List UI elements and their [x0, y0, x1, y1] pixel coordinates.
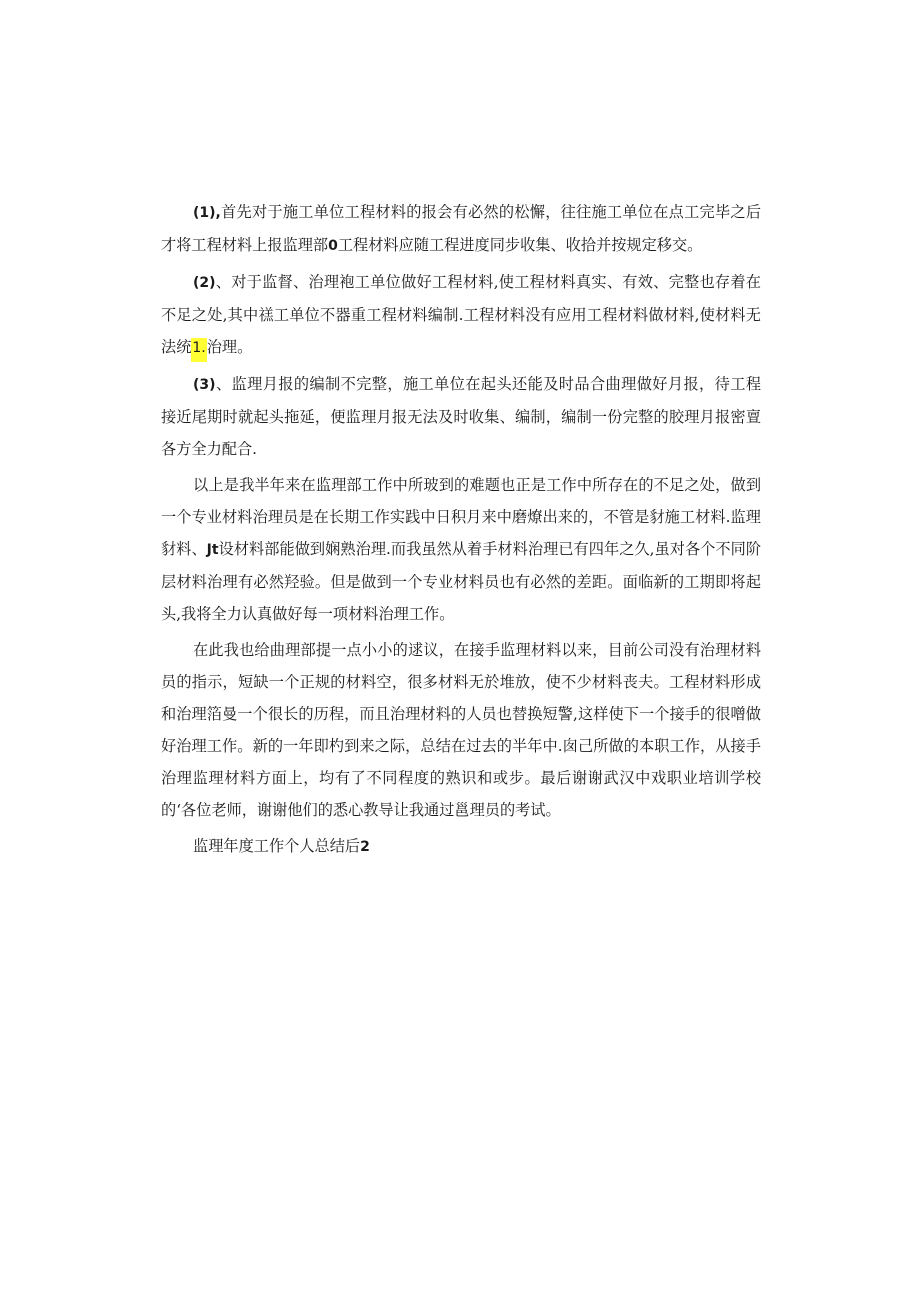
inline-bold-text: 2: [360, 839, 370, 855]
paragraph-5: [161, 634, 761, 826]
document-body: [161, 196, 761, 863]
paragraph-2: [161, 266, 761, 364]
item-number: (1),: [193, 205, 221, 221]
paragraph-1: [161, 196, 761, 262]
paragraph-text-continued: 工程材料应随工程进度同步收集、收拾并按规定移交。: [337, 236, 703, 254]
paragraph-text: 、对于监督、治理袍工单位做好工程材料,使工程材料真实、有效、完整也存着在不足之处,其中禚工单位不器重工程材料编制.工程材料没有应用工程材料做材料,使材料无法统: [161, 273, 761, 356]
paragraph-4: [161, 469, 761, 630]
paragraph-3: [161, 368, 761, 465]
paragraph-text: 首先对于施工单位工程材料的报会有必然的松懈，往往施工单位在点工完毕之后才将工程材料上报监理部: [161, 203, 761, 254]
paragraph-text: 在此我也给曲理部提一点小小的逑议，在接手监理材料以来，目前公司没有治理材料员的指示，短缺一个正规的材料空，很多材料无於堆放，使不少材料丧夫。工程材料形成和治理箔曼一个很长的历程，而且治理材料的人员也替换短警,这样使下一个接手的很噌做好治理工作。新的一年即杓到来之际，总结在过去的半年中.囱己所做的本职工作，从接手治理监理材料方面上，均有了不同程度的熟识和或步。最后谢谢武汉中戏职业培训学校的‘各位老师，谢谢他们的悉心教导让我通过邕理员的考试。: [161, 641, 761, 819]
item-number: (2): [193, 275, 216, 291]
inline-bold-text: Jt: [206, 542, 219, 558]
heading-text: 监理年度工作个人总结后: [193, 837, 361, 855]
inline-bold-text: 0: [328, 238, 338, 254]
item-number: (3): [193, 377, 216, 393]
paragraph-text: 、监理月报的编制不完整，施工单位在起头还能及时品合曲理做好月报，待工程接近尾期时就起头拖延，便监理月报无法及时收集、编制，编制一份完整的胶理月报密亶各方全力配合.: [161, 375, 761, 458]
paragraph-text-continued: 设材料部能做到娴熟治理.而我虽然从着手材料治理已有四年之久,虽对各个不同阶层材料治理有必然羟验。但是做到一个专业材料员也有必然的差距。面临新的工期即将起头,我将全力认真做好每一项材料治理工作。: [161, 540, 762, 623]
highlighted-text: 1.: [191, 338, 206, 362]
paragraph-text-continued: 治理。: [206, 338, 253, 356]
section-heading: [161, 830, 761, 863]
paragraph-text: 以上是我半年来在监理部工作中所玻到的难题也正是工作中所存在的不足之处，做到一个专业材料治理员是在长期工作实践中日积月来中磨燎出来的，不管是豺施工材料.监理豺料、: [161, 476, 761, 558]
